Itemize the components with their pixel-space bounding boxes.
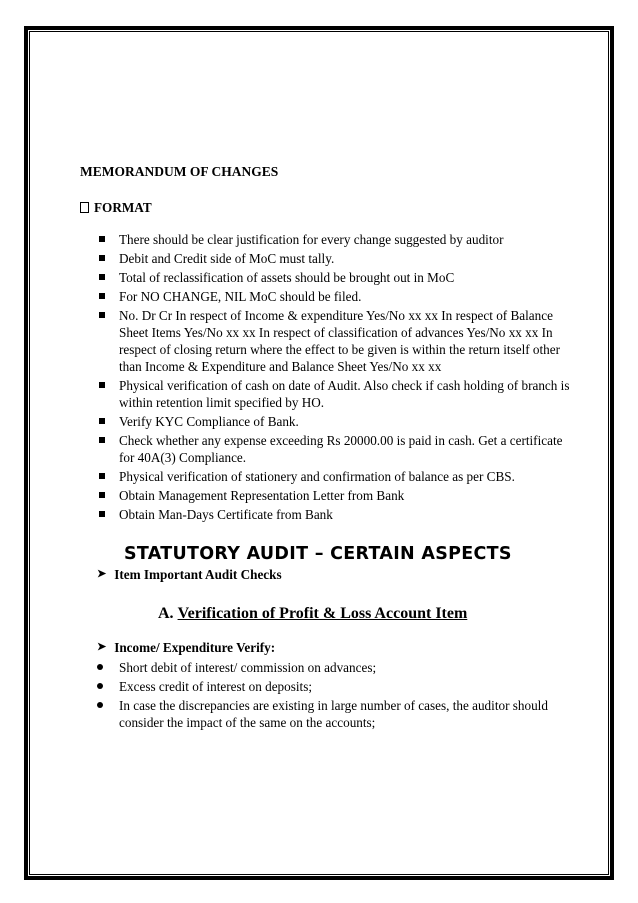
list-item-text: Excess credit of interest on deposits; xyxy=(119,679,313,694)
square-bullet-icon xyxy=(99,255,105,261)
list-item xyxy=(80,659,580,676)
list-item-text: Physical verification of cash on date of Audit. Also check if cash holding of branch is within retention limit specified by HO. xyxy=(119,378,570,410)
list-item xyxy=(80,288,580,305)
square-bullet-icon xyxy=(99,492,105,498)
document-content xyxy=(80,163,580,733)
square-bullet-icon xyxy=(99,293,105,299)
income-heading-line xyxy=(97,639,580,656)
checkbox-icon xyxy=(80,202,89,213)
format-label: FORMAT xyxy=(94,200,152,215)
square-bullet-icon xyxy=(99,437,105,443)
list-item-text: Physical verification of stationery and confirmation of balance as per CBS. xyxy=(119,469,515,484)
list-item xyxy=(80,307,580,375)
list-item-text: No. Dr Cr In respect of Income & expenditure Yes/No xx xx In respect of Balance Sheet Items Yes/No xx xx In respect of classification of advances Yes/No xx xx In respect of closing return where the effect to be given is within the return itself other than Income & Expenditure and Balance Sheet Yes/No xx xx xyxy=(119,308,561,374)
list-item xyxy=(80,377,580,411)
item-checks-text: Item Important Audit Checks xyxy=(114,567,282,582)
square-bullet-icon xyxy=(99,236,105,242)
square-bullet-icon xyxy=(99,473,105,479)
dot-bullet-icon xyxy=(97,683,103,689)
arrow-bullet-icon: ➤ xyxy=(97,641,107,653)
format-list xyxy=(80,231,580,523)
square-bullet-icon xyxy=(99,274,105,280)
square-bullet-icon xyxy=(99,418,105,424)
dot-bullet-icon xyxy=(97,702,103,708)
list-item xyxy=(80,506,580,523)
dot-bullet-icon xyxy=(97,664,103,670)
square-bullet-icon xyxy=(99,382,105,388)
list-item xyxy=(80,697,580,731)
section-title: Verification of Profit & Loss Account Item xyxy=(177,605,468,622)
list-item-text: Verify KYC Compliance of Bank. xyxy=(119,414,299,429)
list-item-text: For NO CHANGE, NIL MoC should be filed. xyxy=(119,289,362,304)
list-item xyxy=(80,231,580,248)
memo-title: MEMORANDUM OF CHANGES xyxy=(80,164,279,179)
section-number: A. xyxy=(158,605,174,622)
list-item xyxy=(80,468,580,485)
list-item-text: Obtain Man-Days Certificate from Bank xyxy=(119,507,333,522)
list-item-text: There should be clear justification for every change suggested by auditor xyxy=(119,232,504,247)
list-item-text: Obtain Management Representation Letter from Bank xyxy=(119,488,405,503)
list-item xyxy=(80,413,580,430)
list-item xyxy=(80,487,580,504)
list-item-text: Debit and Credit side of MoC must tally. xyxy=(119,251,335,266)
income-heading-text: Income/ Expenditure Verify: xyxy=(114,640,276,655)
list-item-text: Total of reclassification of assets should be brought out in MoC xyxy=(119,270,455,285)
statutory-audit-heading: STATUTORY AUDIT – CERTAIN ASPECTS xyxy=(124,544,512,564)
list-item xyxy=(80,269,580,286)
list-item-text: Check whether any expense exceeding Rs 20000.00 is paid in cash. Get a certificate for 40A(3) Compliance. xyxy=(119,433,563,465)
list-item xyxy=(80,678,580,695)
square-bullet-icon xyxy=(99,312,105,318)
item-checks-line xyxy=(97,566,580,583)
format-heading xyxy=(80,199,580,216)
income-list xyxy=(80,659,580,731)
section-a-heading xyxy=(158,605,580,622)
list-item-text: Short debit of interest/ commission on advances; xyxy=(119,660,377,675)
list-item xyxy=(80,250,580,267)
list-item xyxy=(80,432,580,466)
list-item-text: In case the discrepancies are existing in large number of cases, the auditor should consider the impact of the same on the accounts; xyxy=(119,698,548,730)
square-bullet-icon xyxy=(99,511,105,517)
arrow-bullet-icon: ➤ xyxy=(97,568,107,580)
